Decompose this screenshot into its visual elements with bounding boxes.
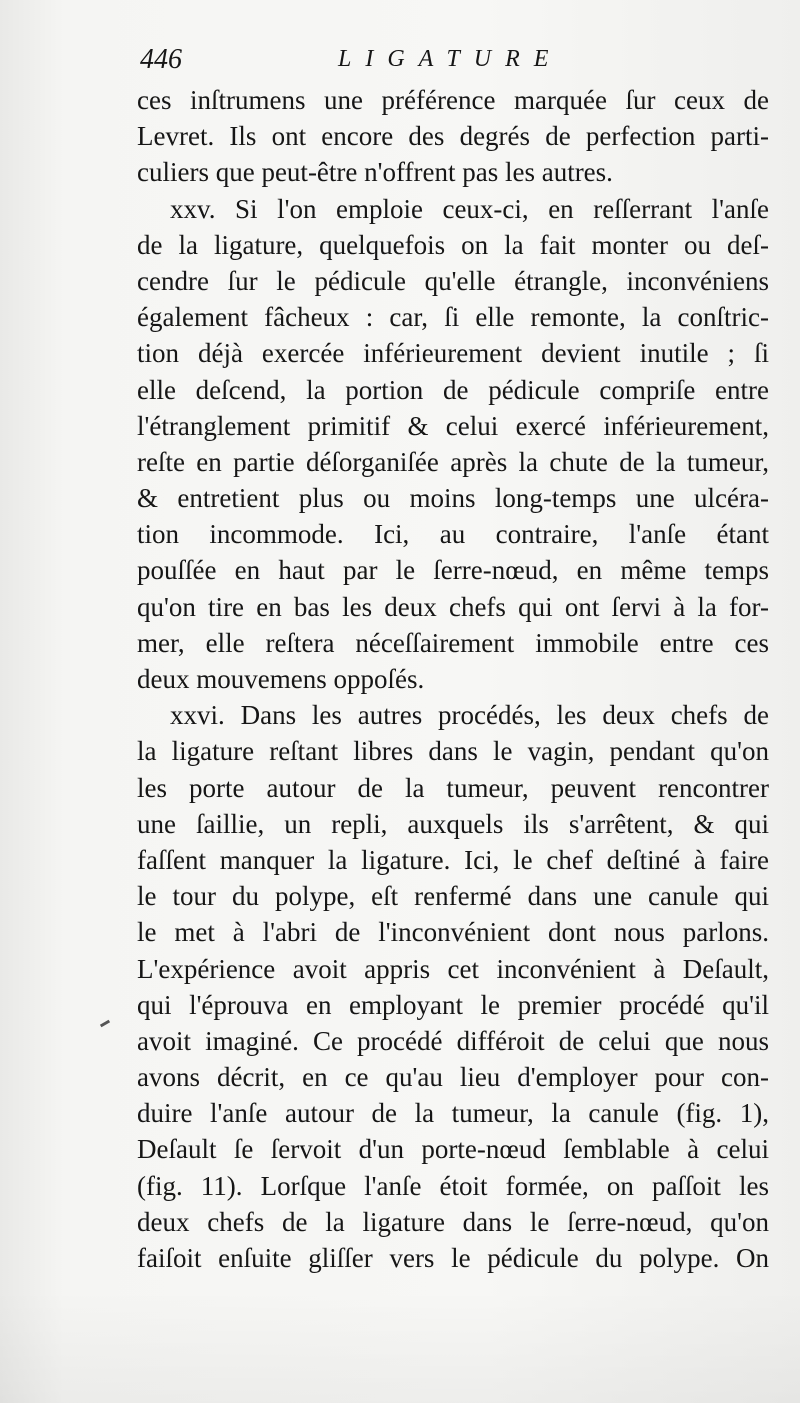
text-line: & entretient plus ou moins long-temps une ulcéra- xyxy=(137,483,769,514)
page-number: 446 xyxy=(140,44,182,75)
paragraph-start-line: xxv. Si l'on emploie ceux-ci, en reſſerrant l'anſe xyxy=(170,193,769,224)
text-line: L'expérience avoit appris cet inconvénient à Deſault, xyxy=(137,953,769,984)
text-line: de la ligature, quelquefois on la fait monter ou deſ- xyxy=(137,229,769,260)
text-line: Deſault ſe ſervoit d'un porte-nœud ſemblable à celui xyxy=(137,1134,769,1165)
body-text xyxy=(137,82,769,1276)
text-line: Levret. Ils ont encore des degrés de perfection parti- xyxy=(137,121,769,152)
text-line: tion déjà exercée inférieurement devient inutile ; ſi xyxy=(137,338,769,369)
text-line: (fig. 11). Lorſque l'anſe étoit formée, on paſſoit les xyxy=(137,1170,769,1201)
running-head: LIGATURE xyxy=(338,46,563,72)
text-line: pouſſée en haut par le ſerre-nœud, en même temps xyxy=(137,555,769,586)
text-line: deux chefs de la ligature dans le ſerre-nœud, qu'on xyxy=(137,1206,769,1237)
text-line: avons décrit, en ce qu'au lieu d'employer pour con- xyxy=(137,1062,769,1093)
text-line: tion incommode. Ici, au contraire, l'anſe étant xyxy=(137,519,769,550)
text-line: une ſaillie, un repli, auxquels ils s'arrêtent, & qui xyxy=(137,808,769,839)
text-line: qui l'éprouva en employant le premier procédé qu'il xyxy=(137,989,769,1020)
text-line: le met à l'abri de l'inconvénient dont nous parlons. xyxy=(137,917,769,948)
text-line: reſte en partie déſorganiſée après la chute de la tumeur, xyxy=(137,446,769,477)
ink-mark xyxy=(100,1020,110,1028)
text-line: l'étranglement primitif & celui exercé inférieurement, xyxy=(137,410,769,441)
text-line: elle deſcend, la portion de pédicule compriſe entre xyxy=(137,374,769,405)
text-line: faiſoit enſuite gliſſer vers le pédicule du polype. On xyxy=(137,1243,769,1273)
text-line: cendre ſur le pédicule qu'elle étrangle, inconvéniens xyxy=(137,265,769,296)
text-line: duire l'anſe autour de la tumeur, la canule (fig. 1), xyxy=(137,1098,769,1129)
paragraph-start-line: xxvi. Dans les autres procédés, les deux chefs de xyxy=(170,700,769,731)
text-line: avoit imaginé. Ce procédé différoit de celui que nous xyxy=(137,1025,769,1056)
text-line: mer, elle reſtera néceſſairement immobile entre ces xyxy=(137,627,769,658)
page-shading xyxy=(0,1290,800,1403)
text-line: deux mouvemens oppoſés. xyxy=(137,664,425,694)
text-line: le tour du polype, eſt renfermé dans une canule qui xyxy=(137,881,769,912)
page-header xyxy=(140,44,780,84)
text-line: faſſent manquer la ligature. Ici, le chef deſtiné à faire xyxy=(137,844,769,875)
text-line: la ligature reſtant libres dans le vagin, pendant qu'on xyxy=(137,736,769,767)
text-line: qu'on tire en bas les deux chefs qui ont ſervi à la for- xyxy=(137,591,769,622)
text-line: ces inſtrumens une préférence marquée ſur ceux de xyxy=(137,85,769,115)
text-line: culiers que peut-être n'offrent pas les autres. xyxy=(137,157,613,188)
text-line: également fâcheux : car, ſi elle remonte, la conſtric- xyxy=(137,302,769,333)
text-line: les porte autour de la tumeur, peuvent rencontrer xyxy=(137,772,769,803)
